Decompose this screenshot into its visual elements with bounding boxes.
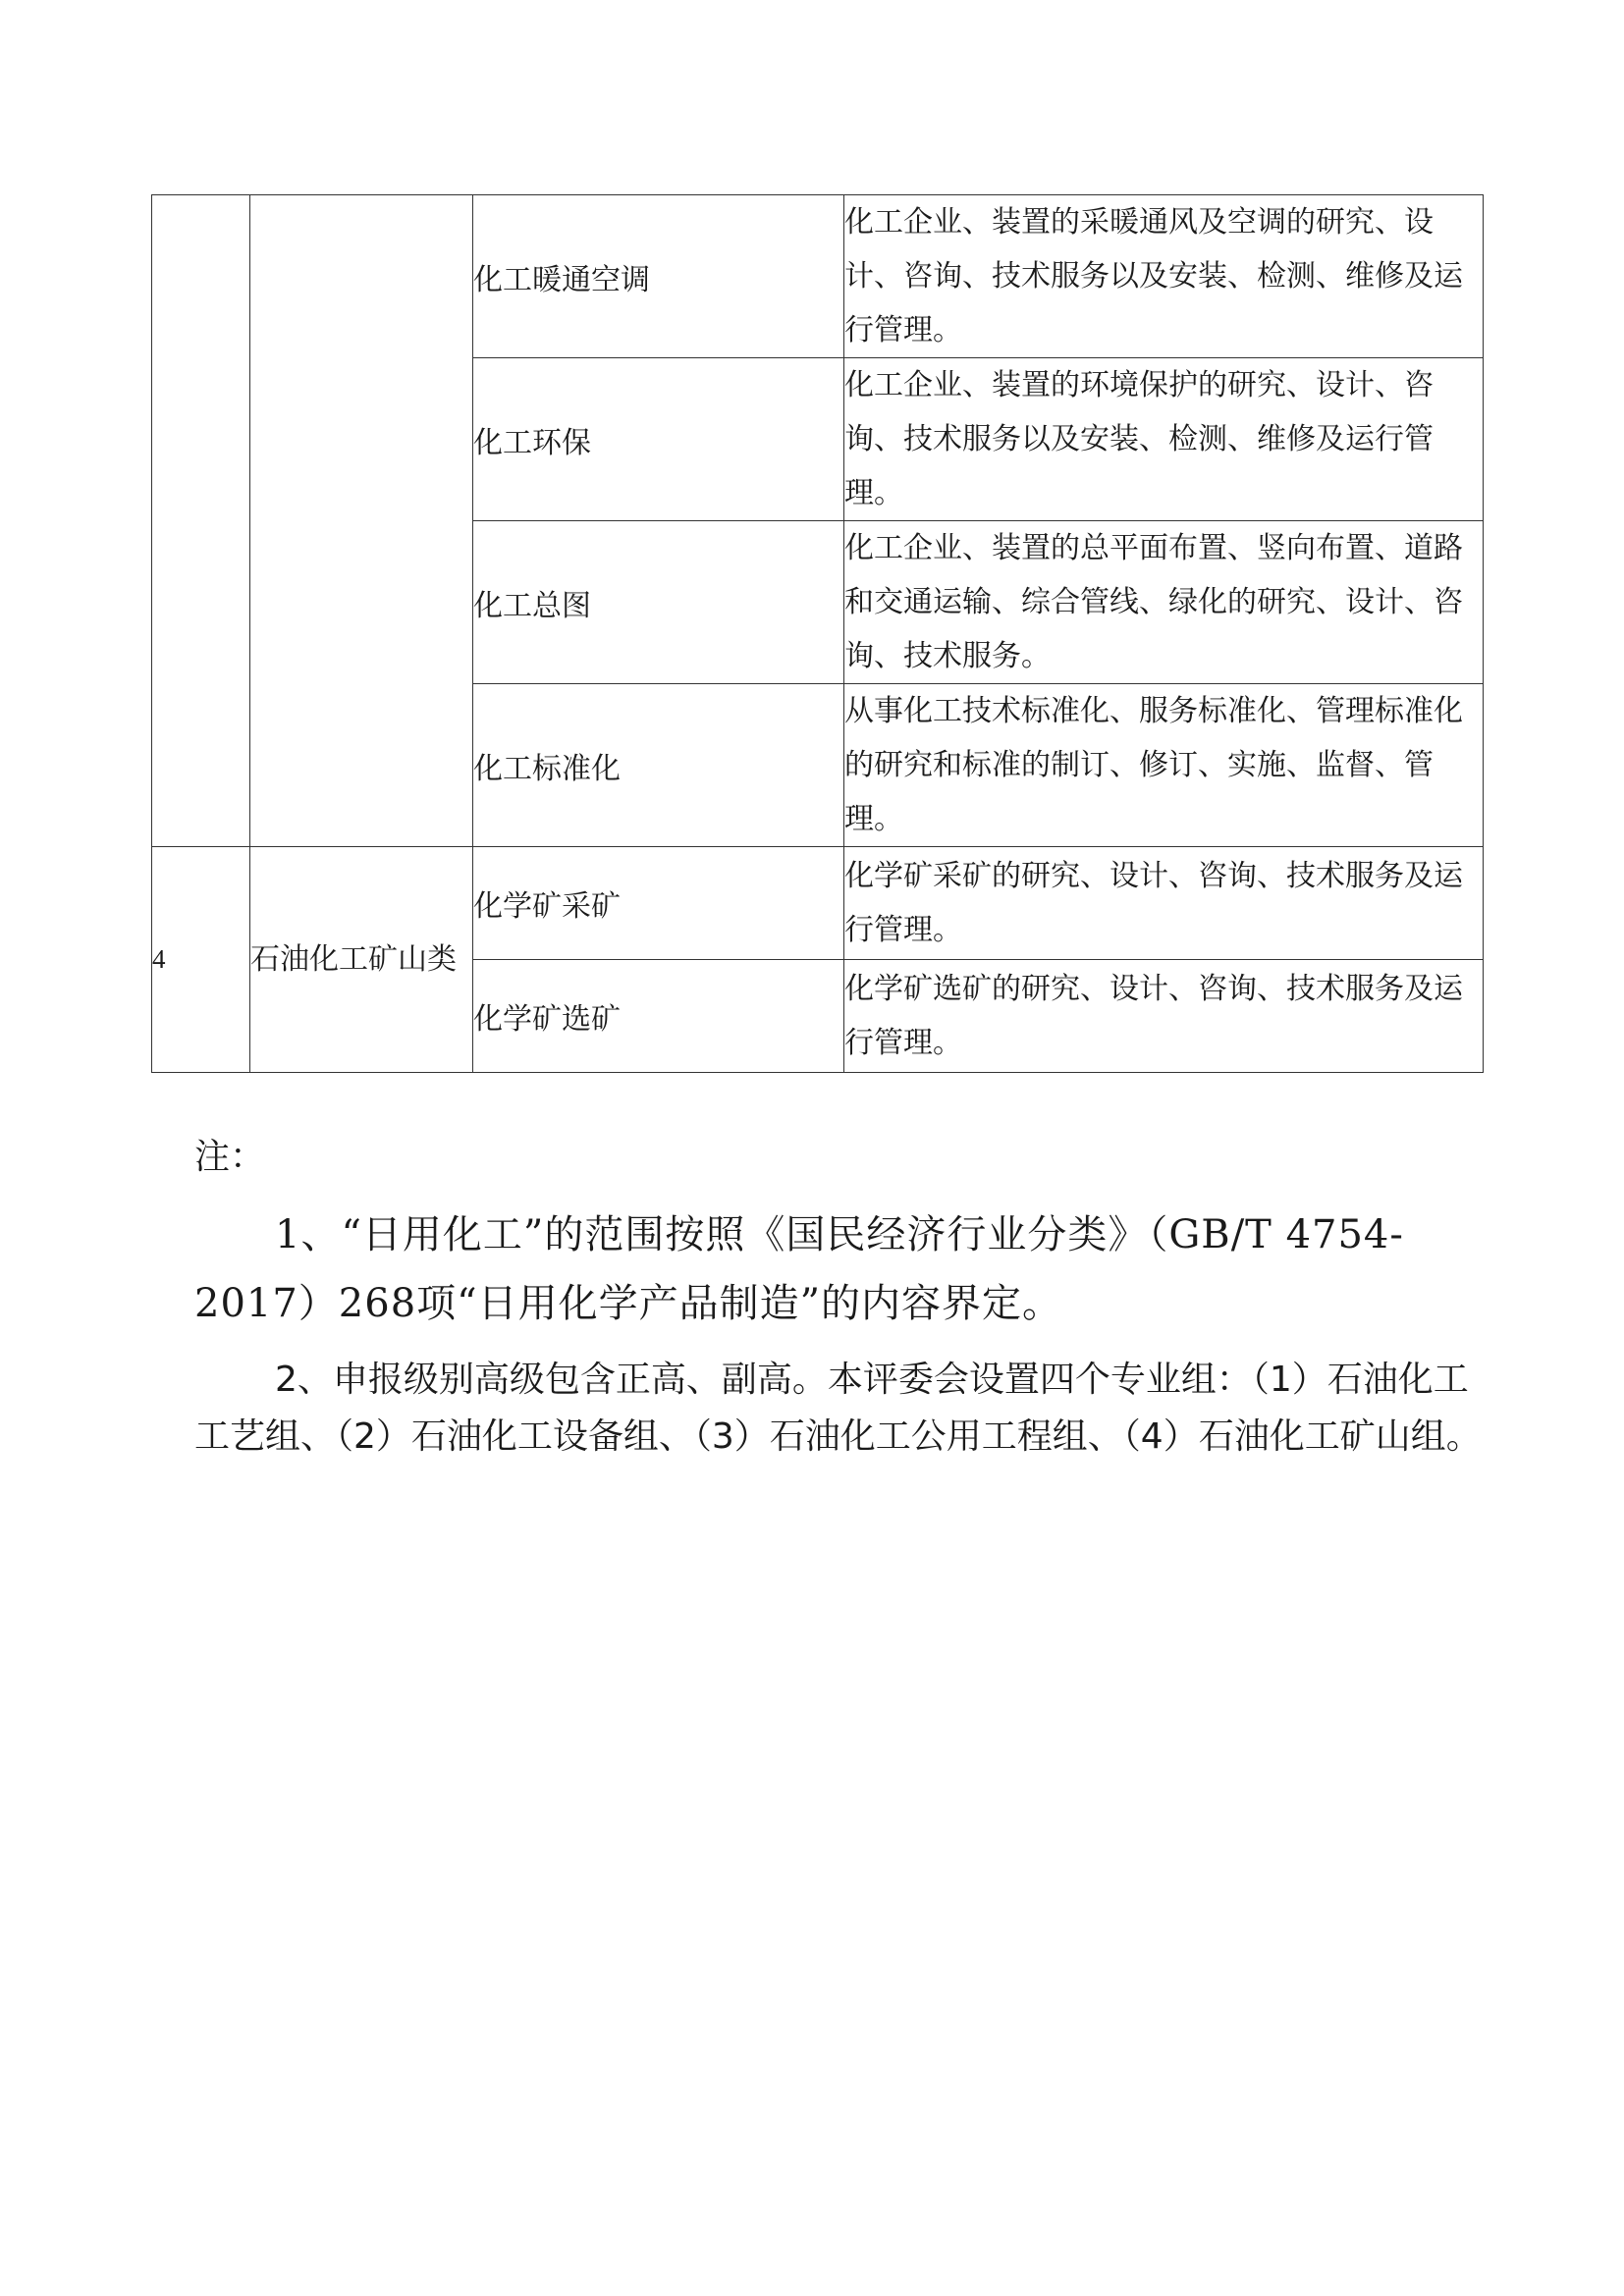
- description-cell: 从事化工技术标准化、服务标准化、管理标准化的研究和标准的制订、修订、实施、监督、管理。: [844, 684, 1484, 847]
- description-cell: 化学矿选矿的研究、设计、咨询、技术服务及运行管理。: [844, 960, 1484, 1073]
- description-cell: 化工企业、装置的环境保护的研究、设计、咨询、技术服务以及安装、检测、维修及运行管理。: [844, 358, 1484, 521]
- subject-cell: 化学矿选矿: [473, 960, 844, 1073]
- notes-section: [194, 1129, 1490, 1466]
- description-cell: 化工企业、装置的总平面布置、竖向布置、道路和交通运输、综合管线、绿化的研究、设计、咨询、技术服务。: [844, 521, 1484, 684]
- table-row: [152, 195, 1484, 358]
- description-cell: 化工企业、装置的采暖通风及空调的研究、设计、咨询、技术服务以及安装、检测、维修及运行管理。: [844, 195, 1484, 358]
- subject-cell: 化工环保: [473, 358, 844, 521]
- specialty-table: [151, 194, 1484, 1073]
- table-row: [152, 847, 1484, 960]
- category-cell: [250, 195, 473, 847]
- subject-cell: 化工暖通空调: [473, 195, 844, 358]
- description-cell: 化学矿采矿的研究、设计、咨询、技术服务及运行管理。: [844, 847, 1484, 960]
- subject-cell: 化工标准化: [473, 684, 844, 847]
- subject-cell: 化学矿采矿: [473, 847, 844, 960]
- group-number-cell: 4: [152, 847, 250, 1073]
- category-cell: 石油化工矿山类: [250, 847, 473, 1073]
- note-item: 2、申报级别高级包含正高、副高。本评委会设置四个专业组：（1）石油化工工艺组、（2）石油化工设备组、（3）石油化工公用工程组、（4）石油化工矿山组。: [194, 1360, 1482, 1457]
- group-number-cell: [152, 195, 250, 847]
- subject-cell: 化工总图: [473, 521, 844, 684]
- note-item: 1、“日用化工”的范围按照《国民经济行业分类》（GB/T 4754-2017）268项“日用化学产品制造”的内容界定。: [194, 1212, 1404, 1326]
- notes-heading: 注：: [194, 1137, 266, 1177]
